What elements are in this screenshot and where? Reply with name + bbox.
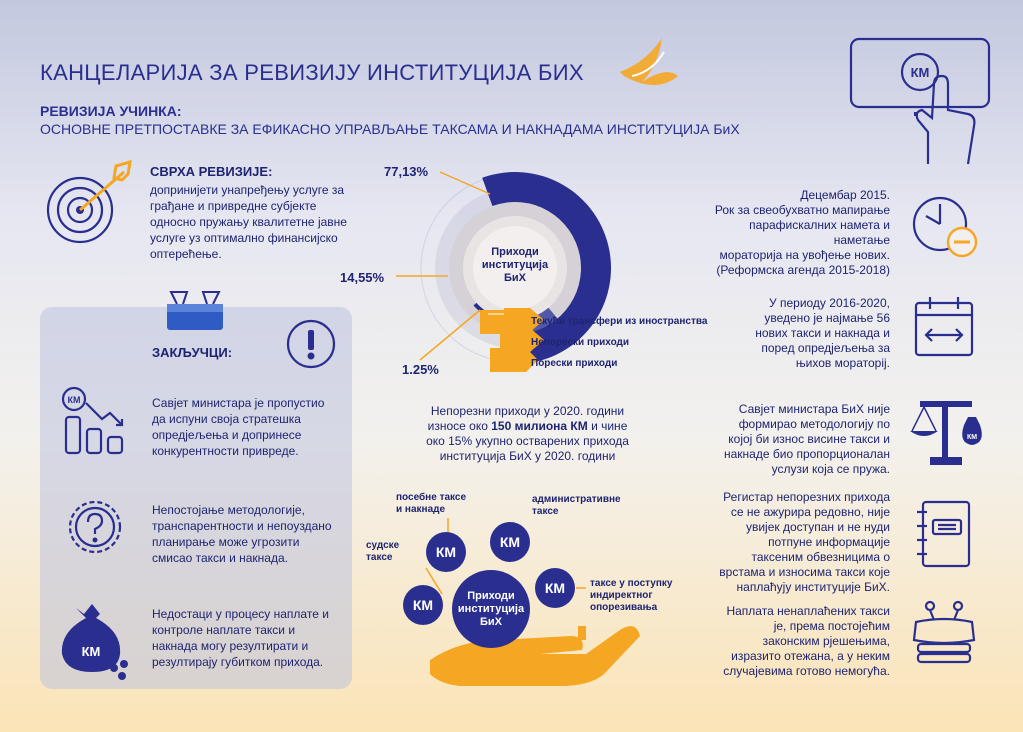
hand-center-bubble: Приходи институција БиХ (452, 570, 530, 648)
target-icon (44, 158, 144, 248)
nontax-text: Непорезни приходи у 2020. години износе око 150 милиона КМ и чине око 15% укупно остварених прихода институција БиХ у 2020. години (426, 404, 629, 463)
right-item-4-text: Регистар непорезних прихода се не ажурира редовно, није увијек доступан и не нуди потпуне информације таксеним обвезницима о врстама и износима такси које наплаћују институције БиХ. (719, 490, 890, 594)
label-special-fees: посебне таксе и накнаде (396, 492, 467, 515)
calendar-icon (912, 295, 976, 359)
km-bubble-admin: КМ (490, 522, 530, 562)
svg-text:КМ: КМ (81, 644, 101, 659)
declining-chart-icon (60, 385, 132, 457)
clock-icon (910, 190, 982, 262)
atm-touch-icon (848, 36, 993, 168)
legend-neporez: Непорески приходи (531, 337, 630, 348)
scales-icon (906, 395, 986, 469)
page-title: КАНЦЕЛАРИЈА ЗА РЕВИЗИЈУ ИНСТИТУЦИЈА БИХ (40, 60, 584, 85)
logo-icon (612, 32, 684, 104)
svg-text:КМ: КМ (966, 434, 978, 441)
label-indirect-fees: таксе у поступку индиректног опорезивања (590, 578, 673, 613)
purpose-text: допринијети унапређењу услуге за грађане и привредне субјекте односно пружању квалитетне јавне услуге уз оптимално финансијско оптерећење. (150, 183, 347, 261)
binder-clip-icon (163, 290, 227, 332)
right-item-1-text: Децембар 2015. Рок за свеобухватно мапирање парафискалних намета и наметање мораторија на увођење нових. (Реформска агенда 2015-2018) (714, 188, 890, 277)
right-item-5-text: Наплата ненаплаћених такси је, према постојећим законским рјешењима, изразито отежана, а у неким случајевима готово немогућа. (723, 604, 890, 678)
label-admin-fees: административне таксе (532, 494, 621, 517)
wallet-icon (908, 600, 980, 670)
conclusion-2-text: Непостојање методологије, транспарентности и непоуздано планирање може угрозити смисао такси и накнада. (152, 503, 332, 565)
chart-value-label-1: 77,13% (384, 164, 429, 179)
right-item-3-text: Савјет министара БиХ није формирао методологију по којој би износ висине такси и накнаде био пропорционалан услузи која се пружа. (724, 402, 890, 476)
chart-center-label: Приходи институција БиХ (481, 246, 549, 284)
km-symbol: КМ (910, 65, 930, 80)
right-item-2-text: У периоду 2016-2020, уведено је најмање 56 нових такси и накнада и поред опредјељења за њихов мораторij. (755, 296, 890, 370)
subtitle-bold: РЕВИЗИЈА УЧИНКА: (40, 103, 182, 119)
km-bubble-court: КМ (403, 585, 443, 625)
km-bubble-special: КМ (426, 532, 466, 572)
svg-text:КМ: КМ (67, 395, 81, 405)
conclusion-1-text: Савјет министара је пропустио да испуни своја стратешка опредјељења и допринесе конкурентности привреде. (152, 396, 325, 458)
conclusion-3-text: Недостаци у процесу наплате и контроле наплате такси и накнада могу резултирати и резултирају губитком прихода. (152, 607, 329, 669)
chart-value-label-3: 1.25% (402, 362, 439, 377)
subtitle: ОСНОВНЕ ПРЕТПОСТАВКЕ ЗА ЕФИКАСНО УПРАВЉАЊЕ ТАКСАМА И НАКНАДАМА ИНСТИТУЦИЈА БиХ (40, 121, 740, 137)
chart-value-label-2: 14,55% (340, 270, 385, 285)
register-icon (913, 498, 975, 570)
conclusions-heading: ЗАКЉУЧЦИ: (152, 345, 233, 360)
money-bag-icon (52, 592, 134, 682)
question-icon (66, 498, 124, 560)
legend-transferi: Текући трансфери из иностранства (531, 316, 708, 327)
legend-porez: Порески приходи (531, 358, 618, 369)
label-court-fees: судске таксе (366, 540, 400, 563)
purpose-heading: СВРХА РЕВИЗИЈЕ: (150, 164, 273, 179)
km-bubble-indirect: КМ (535, 568, 575, 608)
